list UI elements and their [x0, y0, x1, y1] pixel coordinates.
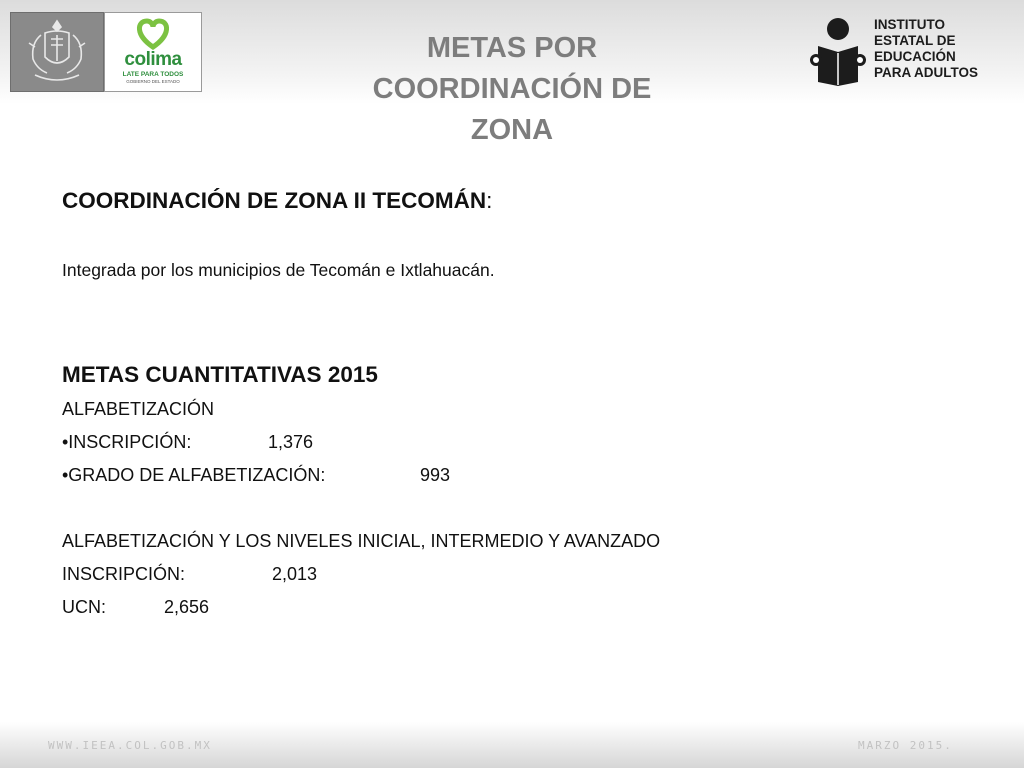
ieea-line-3: EDUCACIÓN	[874, 49, 956, 64]
ieea-line-2: ESTATAL DE	[874, 33, 956, 48]
title-line-1: METAS POR	[426, 32, 598, 64]
list-item	[62, 432, 462, 453]
niveles-inscripcion-label: INSCRIPCIÓN:	[62, 564, 186, 584]
coat-of-arms-logo	[10, 12, 104, 92]
colima-tagline: LATE PARA TODOS	[122, 71, 184, 78]
colima-logo	[104, 12, 202, 92]
alfabetizacion-label: ALFABETIZACIÓN	[62, 399, 215, 419]
title-line-2: COORDINACIÓN DE	[372, 73, 652, 105]
coat-of-arms-icon	[11, 13, 103, 91]
zone-subtitle	[62, 188, 492, 214]
intro-text: Integrada por los municipios de Tecomán e Ixtlahuacán.	[62, 260, 495, 280]
title-line-3: ZONA	[470, 114, 554, 146]
colima-subline: GOBIERNO DEL ESTADO	[126, 79, 180, 84]
ieea-logo	[806, 14, 1006, 90]
ucn-value: 2,656	[164, 597, 210, 617]
heart-icon	[105, 13, 201, 53]
grado-label: •GRADO DE ALFABETIZACIÓN:	[62, 465, 326, 485]
footer-date: MARZO 2015.	[858, 739, 953, 752]
niveles-label: ALFABETIZACIÓN Y LOS NIVELES INICIAL, INTERMEDIO Y AVANZADO	[62, 531, 661, 551]
ieea-line-4: PARA ADULTOS	[874, 65, 978, 80]
list-item	[62, 564, 462, 585]
zone-subtitle-text: COORDINACIÓN DE ZONA II TECOMÁN	[62, 188, 487, 213]
colima-wordmark: colima	[124, 49, 182, 70]
reader-icon	[808, 16, 872, 88]
ieea-name	[874, 17, 1006, 81]
ucn-label: UCN:	[62, 597, 106, 617]
inscripcion-label: •INSCRIPCIÓN:	[62, 432, 192, 452]
page-title	[312, 28, 712, 151]
grado-value: 993	[420, 465, 451, 485]
niveles-inscripcion-value: 2,013	[272, 564, 318, 584]
ieea-line-1: INSTITUTO	[874, 17, 946, 32]
metas-heading: METAS CUANTITATIVAS 2015	[62, 362, 378, 387]
zone-subtitle-colon: :	[486, 188, 493, 213]
list-item	[62, 597, 462, 618]
footer-website: WWW.IEEA.COL.GOB.MX	[48, 739, 212, 752]
inscripcion-value: 1,376	[268, 432, 314, 452]
list-item	[62, 465, 562, 486]
